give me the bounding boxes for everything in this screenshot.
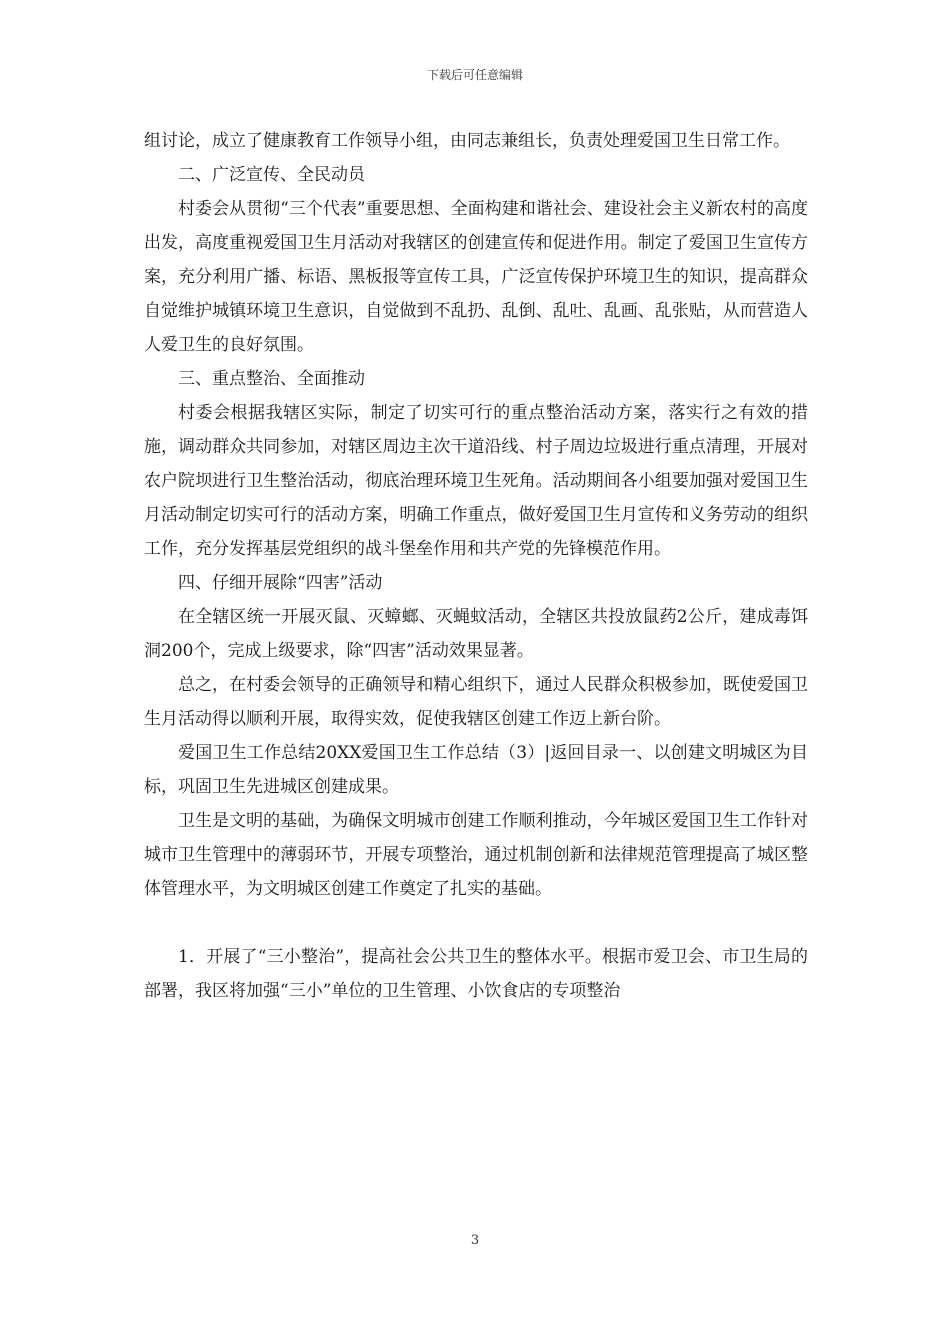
paragraph-4: 在全辖区统一开展灭鼠、灭蟑螂、灭蝇蚊活动，全辖区共投放鼠药2公斤，建成毒饵洞200个，完成上级要求，除“四害”活动效果显著。 [144, 607, 808, 661]
paragraph-summary: 总之，在村委会领导的正确领导和精心组织下，通过人民群众积极参加，既使爱国卫生月活动得以顺利开展，取得实效，促使我辖区创建工作迈上新台阶。 [144, 675, 808, 729]
section-heading-2: 二、广泛宣传、全民动员 [178, 165, 365, 185]
paragraph-hygiene-basis: 卫生是文明的基础，为确保文明城市创建工作顺利推动，今年城区爱国卫生工作针对城市卫生管理中的薄弱环节，开展专项整治，通过机制创新和法律规范管理提高了城区整体管理水平，为文明城区创建工作奠定了扎实的基础。 [144, 811, 808, 899]
paragraph-item-1: 1．开展了“三小整治”，提高社会公共卫生的整体水平。根据市爱卫会、市卫生局的部署，我区将加强“三小”单位的卫生管理、小饮食店的专项整治 [144, 947, 808, 1001]
page-number: 3 [470, 1233, 480, 1248]
paragraph-2: 村委会从贯彻“三个代表”重要思想、全面构建和谐社会、建设社会主义新农村的高度出发，高度重视爱国卫生月活动对我辖区的创建宣传和促进作用。制定了爱国卫生宣传方案，充分利用广播、标语、黑板报等宣传工具，广泛宣传保护环境卫生的知识，提高群众自觉维护城镇环境卫生意识，自觉做到不乱扔、乱倒、乱吐、乱画、乱张贴，从而营造人人爱卫生的良好氛围。 [144, 199, 808, 355]
document-body [144, 124, 808, 1008]
page-header: 下载后可任意编辑 [426, 68, 523, 82]
paragraph-3: 村委会根据我辖区实际，制定了切实可行的重点整治活动方案，落实行之有效的措施，调动群众共同参加，对辖区周边主次干道沿线、村子周边垃圾进行重点清理，开展对农户院坝进行卫生整治活动，彻底治理环境卫生死角。活动期间各小组要加强对爱国卫生月活动制定切实可行的活动方案，明确工作重点，做好爱国卫生月宣传和义务劳动的组织工作，充分发挥基层党组织的战斗堡垒作用和共产党的先锋模范作用。 [144, 403, 808, 559]
section-heading-3: 三、重点整治、全面推动 [178, 369, 365, 389]
paragraph-summary-3-intro: 爱国卫生工作总结20XX爱国卫生工作总结（3）|返回目录一、以创建文明城区为目标，巩固卫生先进城区创建成果。 [144, 743, 808, 797]
paragraph-1: 组讨论，成立了健康教育工作领导小组，由同志兼组长，负责处理爱国卫生日常工作。 [144, 131, 790, 151]
section-heading-4: 四、仔细开展除“四害”活动 [178, 573, 383, 593]
paragraph-gap [144, 906, 808, 940]
